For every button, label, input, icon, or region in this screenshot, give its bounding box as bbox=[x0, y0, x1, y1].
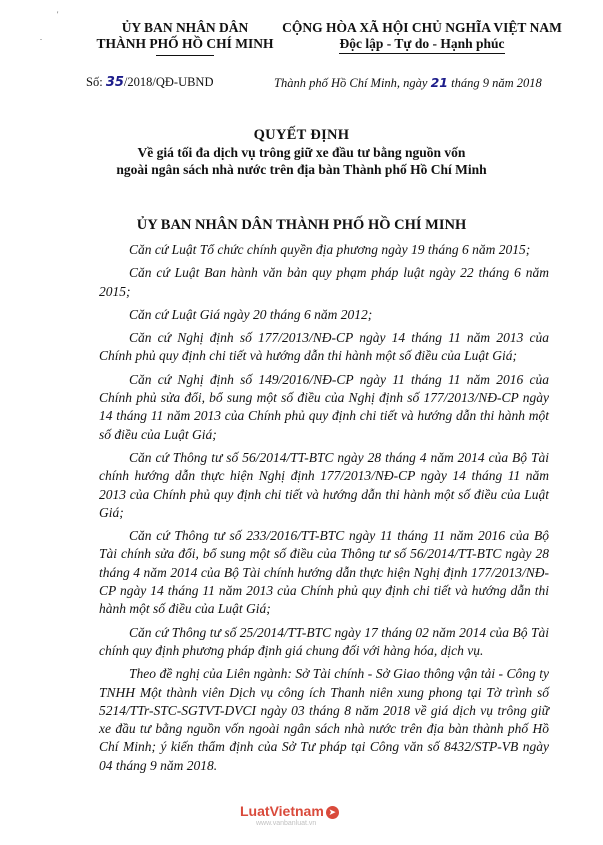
issuing-agency bbox=[70, 20, 300, 56]
agency-underline bbox=[156, 55, 214, 56]
doc-number-handwritten: 35 bbox=[105, 75, 124, 90]
watermark-brand-prefix: Luat bbox=[240, 803, 270, 819]
place-date bbox=[274, 75, 542, 91]
watermark-brand bbox=[240, 803, 324, 819]
decision-title-block bbox=[0, 127, 603, 178]
document-number bbox=[86, 75, 214, 90]
issuer-heading: ỦY BAN NHÂN DÂN THÀNH PHỐ HỒ CHÍ MINH bbox=[136, 217, 467, 233]
doc-number-label: Số: bbox=[86, 75, 103, 89]
nation-name: CỘNG HÒA XÃ HỘI CHỦ NGHĨA VIỆT NAM bbox=[282, 20, 562, 35]
basis-paragraph: Căn cứ Luật Ban hành văn bản quy phạm pháp luật ngày 22 tháng 6 năm 2015; bbox=[99, 265, 549, 299]
basis-paragraph: Căn cứ Nghị định số 149/2016/NĐ-CP ngày 11 tháng 11 năm 2016 của Chính phủ sửa đổi, bổ sung một số điều của Nghị định số 177/2013/NĐ-CP ngày 14 tháng 11 năm 2013 của Chính phủ quy định chi tiết và hướng dẫn thi hành một số điều của Luật Giá; bbox=[99, 371, 549, 442]
legal-basis bbox=[99, 241, 549, 780]
agency-line-2: THÀNH PHỐ HỒ CHÍ MINH bbox=[96, 36, 274, 51]
agency-line-1: ỦY BAN NHÂN DÂN bbox=[121, 20, 249, 35]
watermark-site: www.vanbanluat.vn bbox=[256, 820, 317, 827]
decision-subject-line-1: Về giá tối đa dịch vụ trông giữ xe đầu tư bằng nguồn vốn bbox=[137, 145, 466, 160]
scan-speck: ' bbox=[57, 10, 59, 19]
watermark-logo bbox=[240, 803, 339, 827]
proposal-paragraph: Theo đề nghị của Liên ngành: Sở Tài chính - Sở Giao thông vận tải - Công ty TNHH Một thành viên Dịch vụ công ích Thanh niên xung phong tại Tờ trình số 5214/TTr-STC-SGTVT-DVCI ngày 03 tháng 8 năm 2018 về giá dịch vụ trông giữ xe đầu tư bằng nguồn vốn ngoài ngân sách nhà nước trên địa bàn thành phố Hồ Chí Minh; ý kiến thẩm định của Sở Tư pháp tại Công văn số 8432/STP-VB ngày 04 tháng 9 năm 2018. bbox=[99, 666, 549, 773]
date-day-handwritten: 21 bbox=[430, 75, 449, 90]
watermark-brand-accent: Vietnam bbox=[269, 803, 324, 819]
place-date-prefix: Thành phố Hồ Chí Minh, ngày bbox=[274, 76, 428, 90]
basis-paragraph: Căn cứ Luật Giá ngày 20 tháng 6 năm 2012; bbox=[129, 306, 373, 322]
arrow-right-icon: ➤ bbox=[326, 806, 339, 819]
decision-subject-line-2: ngoài ngân sách nhà nước trên địa bàn Thành phố Hồ Chí Minh bbox=[116, 162, 487, 177]
basis-paragraph: Căn cứ Nghị định số 177/2013/NĐ-CP ngày 14 tháng 11 năm 2013 của Chính phủ quy định chi tiết và hướng dẫn thi hành một số điều của Luật Giá; bbox=[99, 330, 549, 364]
basis-paragraph: Căn cứ Thông tư số 233/2016/TT-BTC ngày 11 tháng 11 năm 2016 của Bộ Tài chính sửa đổi, bổ sung một số điều của Thông tư số 56/2014/TT-BTC ngày 28 tháng 4 năm 2014 của Bộ Tài chính hướng dẫn thực hiện Nghị định 177/2013/NĐ-CP ngày 14 tháng 11 năm 2013 của Chính phủ quy định chi tiết và hướng dẫn thi hành một số điều của Luật Giá; bbox=[99, 528, 549, 617]
national-motto: Độc lập - Tự do - Hạnh phúc bbox=[339, 36, 504, 54]
basis-paragraph: Căn cứ Thông tư số 56/2014/TT-BTC ngày 28 tháng 4 năm 2014 của Bộ Tài chính hướng dẫn thực hiện Nghị định 177/2013/NĐ-CP ngày 14 tháng 11 năm 2013 của Chính phủ quy định chi tiết và hướng dẫn thi hành một số điều của Luật Giá; bbox=[99, 449, 549, 520]
national-heading bbox=[272, 20, 572, 54]
place-date-suffix: tháng 9 năm 2018 bbox=[451, 76, 542, 90]
scan-speck: . bbox=[40, 33, 42, 42]
doc-number-suffix: /2018/QĐ-UBND bbox=[123, 75, 214, 89]
decision-type: QUYẾT ĐỊNH bbox=[253, 127, 350, 143]
basis-paragraph: Căn cứ Luật Tổ chức chính quyền địa phương ngày 19 tháng 6 năm 2015; bbox=[129, 242, 531, 257]
basis-paragraph: Căn cứ Thông tư số 25/2014/TT-BTC ngày 17 tháng 02 năm 2014 của Bộ Tài chính quy định phương pháp định giá chung đối với hàng hóa, dịch vụ. bbox=[99, 624, 549, 658]
